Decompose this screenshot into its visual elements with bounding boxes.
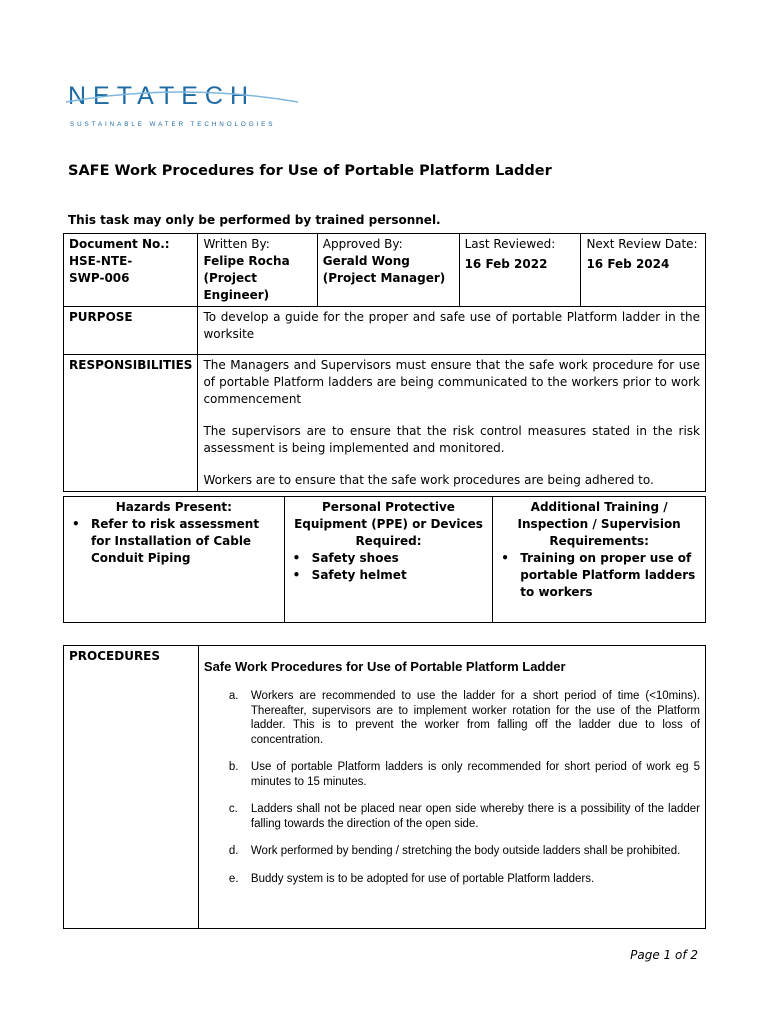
responsibilities-text (198, 355, 706, 492)
hazards-title: Hazards Present: (115, 500, 232, 514)
doc-number-label: Document No.: (69, 237, 170, 251)
step-marker: b. (228, 761, 239, 773)
step-marker: a. (228, 690, 239, 702)
last-reviewed-value: 16 Feb 2022 (464, 257, 548, 271)
ppe-item: • Safety shoes (312, 550, 488, 567)
approved-by-cell (317, 234, 459, 307)
procedure-step (204, 802, 700, 831)
step-text: Workers are recommended to use the ladder for a short period of time (<10mins). Thereafter, supervisors are to implement worker rotation for the use of the Platform ladder. This is to prevent the worker from falling off the ladder due to loss of concentration. (250, 690, 700, 746)
step-text: Work performed by bending / stretching the body outside ladders shall be prohibited. (250, 845, 681, 857)
last-reviewed-label: Last Reviewed: (464, 237, 556, 251)
logo-tagline: SUSTAINABLE WATER TECHNOLOGIES (70, 121, 276, 128)
responsibility-paragraph: Workers are to ensure that the safe work procedures are being adhered to. (203, 473, 654, 487)
logo-wordmark: NETATECH (68, 82, 256, 110)
training-notice: This task may only be performed by trained personnel. (68, 213, 441, 227)
step-marker: d. (228, 845, 239, 857)
procedure-step (204, 844, 700, 859)
responsibilities-label: RESPONSIBILITIES (64, 355, 198, 492)
step-text: Buddy system is to be adopted for use of portable Platform ladders. (250, 872, 595, 885)
next-review-cell (581, 234, 706, 307)
purpose-text: To develop a guide for the proper and safe use of portable Platform ladder in the worksite (198, 307, 706, 355)
doc-number-value: HSE-NTE-SWP-006 (69, 254, 133, 285)
approved-by-label: Approved By: (322, 237, 403, 251)
procedure-step (204, 689, 700, 747)
doc-number-cell (64, 234, 198, 307)
responsibility-paragraph: The supervisors are to ensure that the risk control measures stated in the risk assessment is being implemented and monitored. (203, 424, 700, 455)
company-logo (68, 82, 298, 134)
page-number: Page 1 of 2 (630, 948, 698, 962)
step-marker: c. (228, 803, 238, 815)
responsibility-paragraph: The Managers and Supervisors must ensure that the safe work procedure for use of portable Platform ladders are being communicated to the workers prior to work commencement (203, 358, 700, 406)
procedures-content (198, 646, 705, 929)
written-by-label: Written By: (203, 237, 270, 251)
procedures-label: PROCEDURES (64, 646, 199, 929)
training-item: • Training on proper use of portable Platform ladders to workers (520, 550, 700, 601)
procedures-heading: Safe Work Procedures for Use of Portable Platform Ladder (203, 659, 566, 674)
document-title: SAFE Work Procedures for Use of Portable Platform Ladder (68, 163, 552, 179)
training-title: Additional Training / Inspection / Supervision Requirements: (517, 500, 681, 548)
next-review-value: 16 Feb 2024 (586, 257, 670, 271)
hazard-item: • Refer to risk assessment for Installation of Cable Conduit Piping (91, 516, 279, 567)
step-text: Use of portable Platform ladders is only recommended for short period of work eg 5 minutes to 15 minutes. (250, 761, 700, 788)
last-reviewed-cell (459, 234, 581, 307)
approved-by-role: (Project Manager) (322, 271, 446, 285)
hazards-column (64, 497, 285, 623)
step-marker: e. (228, 872, 239, 885)
logo-swoosh-icon (64, 88, 300, 112)
training-column (493, 497, 706, 623)
document-info-table (63, 233, 706, 492)
written-by-role: (Project Engineer) (203, 271, 270, 302)
procedure-step (204, 872, 700, 887)
ppe-item: • Safety helmet (312, 567, 488, 584)
ppe-column (284, 497, 493, 623)
written-by-name: Felipe Rocha (203, 254, 290, 268)
ppe-title: Personal Protective Equipment (PPE) or Devices Required: (294, 500, 483, 548)
purpose-label: PURPOSE (64, 307, 198, 355)
next-review-label: Next Review Date: (586, 237, 698, 251)
hazards-table (63, 496, 706, 623)
procedure-steps (204, 689, 700, 886)
procedure-step (204, 760, 700, 789)
approved-by-name: Gerald Wong (322, 254, 410, 268)
written-by-cell (198, 234, 317, 307)
step-text: Ladders shall not be placed near open side whereby there is a possibility of the ladder falling towards the direction of the open side. (250, 803, 700, 830)
procedures-table (63, 645, 706, 929)
